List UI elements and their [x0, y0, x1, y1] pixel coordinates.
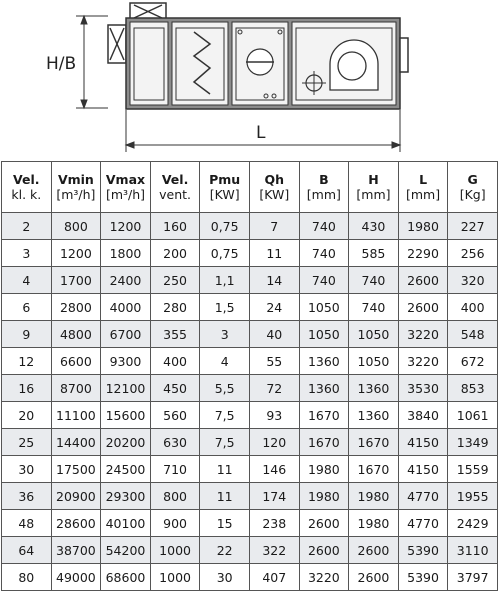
- table-cell: 3110: [448, 537, 498, 564]
- table-cell: 355: [150, 321, 200, 348]
- table-cell: 4000: [101, 294, 151, 321]
- table-cell: 1000: [150, 537, 200, 564]
- table-cell: 1670: [349, 456, 399, 483]
- height-dimension: [76, 16, 108, 108]
- table-cell: 280: [150, 294, 200, 321]
- table-cell: 6: [2, 294, 52, 321]
- table-cell: 22: [200, 537, 250, 564]
- table-cell: 40100: [101, 510, 151, 537]
- table-cell: 25: [2, 429, 52, 456]
- table-cell: 11100: [51, 402, 101, 429]
- header-vmin: Vmin [m³/h]: [51, 162, 101, 213]
- table-cell: 320: [448, 267, 498, 294]
- table-cell: 93: [249, 402, 299, 429]
- table-cell: 1360: [349, 375, 399, 402]
- table-cell: 2600: [398, 267, 448, 294]
- table-cell: 1980: [299, 456, 349, 483]
- table-row: [2, 564, 498, 591]
- table-cell: 1050: [349, 348, 399, 375]
- table-cell: 3797: [448, 564, 498, 591]
- table-cell: 1360: [349, 402, 399, 429]
- table-cell: 3220: [398, 348, 448, 375]
- table-cell: 2800: [51, 294, 101, 321]
- table-cell: 120: [249, 429, 299, 456]
- fan-section: [292, 22, 396, 105]
- table-cell: 853: [448, 375, 498, 402]
- table-cell: 1,5: [200, 294, 250, 321]
- table-cell: 72: [249, 375, 299, 402]
- table-cell: 740: [349, 294, 399, 321]
- table-cell: 740: [299, 240, 349, 267]
- table-cell: 1955: [448, 483, 498, 510]
- table-cell: 14: [249, 267, 299, 294]
- header-pmu: Pmu [KW]: [200, 162, 250, 213]
- table-cell: 800: [51, 213, 101, 240]
- table-cell: 54200: [101, 537, 151, 564]
- table-cell: 7,5: [200, 402, 250, 429]
- table-cell: 2600: [349, 537, 399, 564]
- table-cell: 238: [249, 510, 299, 537]
- table-cell: 4: [200, 348, 250, 375]
- table-cell: 740: [349, 267, 399, 294]
- table-cell: 2400: [101, 267, 151, 294]
- header-size-class: Vel. kl. k.: [2, 162, 52, 213]
- table-row: [2, 267, 498, 294]
- table-cell: 1980: [299, 483, 349, 510]
- table-cell: 4150: [398, 429, 448, 456]
- table-cell: 322: [249, 537, 299, 564]
- table-row: [2, 240, 498, 267]
- unit-specification-table: [1, 161, 498, 591]
- table-cell: 5,5: [200, 375, 250, 402]
- table-cell: 227: [448, 213, 498, 240]
- table-cell: 250: [150, 267, 200, 294]
- table-cell: 800: [150, 483, 200, 510]
- table-cell: 28600: [51, 510, 101, 537]
- table-cell: 1061: [448, 402, 498, 429]
- table-cell: 710: [150, 456, 200, 483]
- table-cell: 12: [2, 348, 52, 375]
- filter-section: [172, 22, 228, 105]
- table-cell: 200: [150, 240, 200, 267]
- table-cell: 1670: [349, 429, 399, 456]
- table-cell: 6600: [51, 348, 101, 375]
- table-cell: 12100: [101, 375, 151, 402]
- table-cell: 11: [200, 456, 250, 483]
- table-cell: 80: [2, 564, 52, 591]
- table-cell: 740: [299, 267, 349, 294]
- table-cell: 2600: [299, 537, 349, 564]
- table-cell: 20: [2, 402, 52, 429]
- header-vmax: Vmax [m³/h]: [101, 162, 151, 213]
- table-cell: 3220: [299, 564, 349, 591]
- table-cell: 450: [150, 375, 200, 402]
- table-cell: 1360: [299, 348, 349, 375]
- length-label: L: [256, 123, 266, 143]
- table-cell: 1200: [51, 240, 101, 267]
- table-row: [2, 483, 498, 510]
- table-cell: 400: [448, 294, 498, 321]
- table-cell: 7,5: [200, 429, 250, 456]
- table-row: [2, 429, 498, 456]
- table-cell: 174: [249, 483, 299, 510]
- table-cell: 1360: [299, 375, 349, 402]
- table-cell: 1980: [349, 510, 399, 537]
- table-cell: 1670: [299, 402, 349, 429]
- header-b: B [mm]: [299, 162, 349, 213]
- table-cell: 8700: [51, 375, 101, 402]
- table-cell: 1700: [51, 267, 101, 294]
- table-cell: 1050: [299, 321, 349, 348]
- table-cell: 672: [448, 348, 498, 375]
- table-cell: 430: [349, 213, 399, 240]
- header-qh: Qh [KW]: [249, 162, 299, 213]
- table-header: [2, 162, 498, 213]
- table-cell: 3: [200, 321, 250, 348]
- table-row: [2, 510, 498, 537]
- table-cell: 1800: [101, 240, 151, 267]
- table-cell: 4800: [51, 321, 101, 348]
- table-cell: 0,75: [200, 213, 250, 240]
- table-cell: 1559: [448, 456, 498, 483]
- table-row: [2, 348, 498, 375]
- table-cell: 48: [2, 510, 52, 537]
- table-cell: 20900: [51, 483, 101, 510]
- table-cell: 4150: [398, 456, 448, 483]
- table-cell: 630: [150, 429, 200, 456]
- table-cell: 2290: [398, 240, 448, 267]
- table-cell: 24500: [101, 456, 151, 483]
- table-cell: 3840: [398, 402, 448, 429]
- right-outlet: [400, 38, 408, 72]
- header-l: L [mm]: [398, 162, 448, 213]
- header-h: H [mm]: [349, 162, 399, 213]
- table-cell: 160: [150, 213, 200, 240]
- table-cell: 5390: [398, 537, 448, 564]
- heater-section: [232, 22, 288, 105]
- table-cell: 20200: [101, 429, 151, 456]
- table-cell: 1050: [349, 321, 399, 348]
- table-cell: 3220: [398, 321, 448, 348]
- header-row: [2, 162, 498, 213]
- table-cell: 1670: [299, 429, 349, 456]
- table-body: [2, 213, 498, 591]
- table-cell: 30: [2, 456, 52, 483]
- table-cell: 1000: [150, 564, 200, 591]
- table-cell: 14400: [51, 429, 101, 456]
- table-cell: 68600: [101, 564, 151, 591]
- table-cell: 1,1: [200, 267, 250, 294]
- table-row: [2, 456, 498, 483]
- table-cell: 2600: [299, 510, 349, 537]
- table-cell: 29300: [101, 483, 151, 510]
- table-cell: 24: [249, 294, 299, 321]
- table-cell: 11: [249, 240, 299, 267]
- table-cell: 6700: [101, 321, 151, 348]
- table-cell: 40: [249, 321, 299, 348]
- header-g: G [Kg]: [448, 162, 498, 213]
- table-cell: 900: [150, 510, 200, 537]
- table-cell: 36: [2, 483, 52, 510]
- table-cell: 548: [448, 321, 498, 348]
- table-row: [2, 294, 498, 321]
- table-cell: 3: [2, 240, 52, 267]
- table-cell: 3530: [398, 375, 448, 402]
- height-label: H/B: [46, 54, 77, 74]
- table-cell: 1980: [398, 213, 448, 240]
- table-row: [2, 213, 498, 240]
- table-cell: 4770: [398, 483, 448, 510]
- table-cell: 2600: [398, 294, 448, 321]
- table-cell: 400: [150, 348, 200, 375]
- table-cell: 5390: [398, 564, 448, 591]
- table-row: [2, 321, 498, 348]
- table-cell: 9300: [101, 348, 151, 375]
- table-cell: 2: [2, 213, 52, 240]
- table-row: [2, 537, 498, 564]
- table-cell: 49000: [51, 564, 101, 591]
- table-cell: 1980: [349, 483, 399, 510]
- table-cell: 256: [448, 240, 498, 267]
- table-cell: 4: [2, 267, 52, 294]
- table-cell: 16: [2, 375, 52, 402]
- table-cell: 1349: [448, 429, 498, 456]
- table-cell: 15600: [101, 402, 151, 429]
- table-cell: 64: [2, 537, 52, 564]
- air-handling-unit-drawing: [0, 0, 500, 160]
- table-cell: 55: [249, 348, 299, 375]
- table-cell: 407: [249, 564, 299, 591]
- table-cell: 1050: [299, 294, 349, 321]
- table-cell: 2600: [349, 564, 399, 591]
- table-cell: 38700: [51, 537, 101, 564]
- table-row: [2, 375, 498, 402]
- left-inlet: [108, 25, 126, 63]
- mixing-section: [130, 22, 168, 105]
- table-cell: 146: [249, 456, 299, 483]
- table-cell: 9: [2, 321, 52, 348]
- table-row: [2, 402, 498, 429]
- header-fan-size: Vel. vent.: [150, 162, 200, 213]
- table-cell: 1200: [101, 213, 151, 240]
- table-cell: 7: [249, 213, 299, 240]
- table-cell: 15: [200, 510, 250, 537]
- table-cell: 2429: [448, 510, 498, 537]
- table-cell: 560: [150, 402, 200, 429]
- table-cell: 30: [200, 564, 250, 591]
- table-cell: 0,75: [200, 240, 250, 267]
- table-cell: 585: [349, 240, 399, 267]
- table-cell: 11: [200, 483, 250, 510]
- table-cell: 17500: [51, 456, 101, 483]
- table-cell: 740: [299, 213, 349, 240]
- table-cell: 4770: [398, 510, 448, 537]
